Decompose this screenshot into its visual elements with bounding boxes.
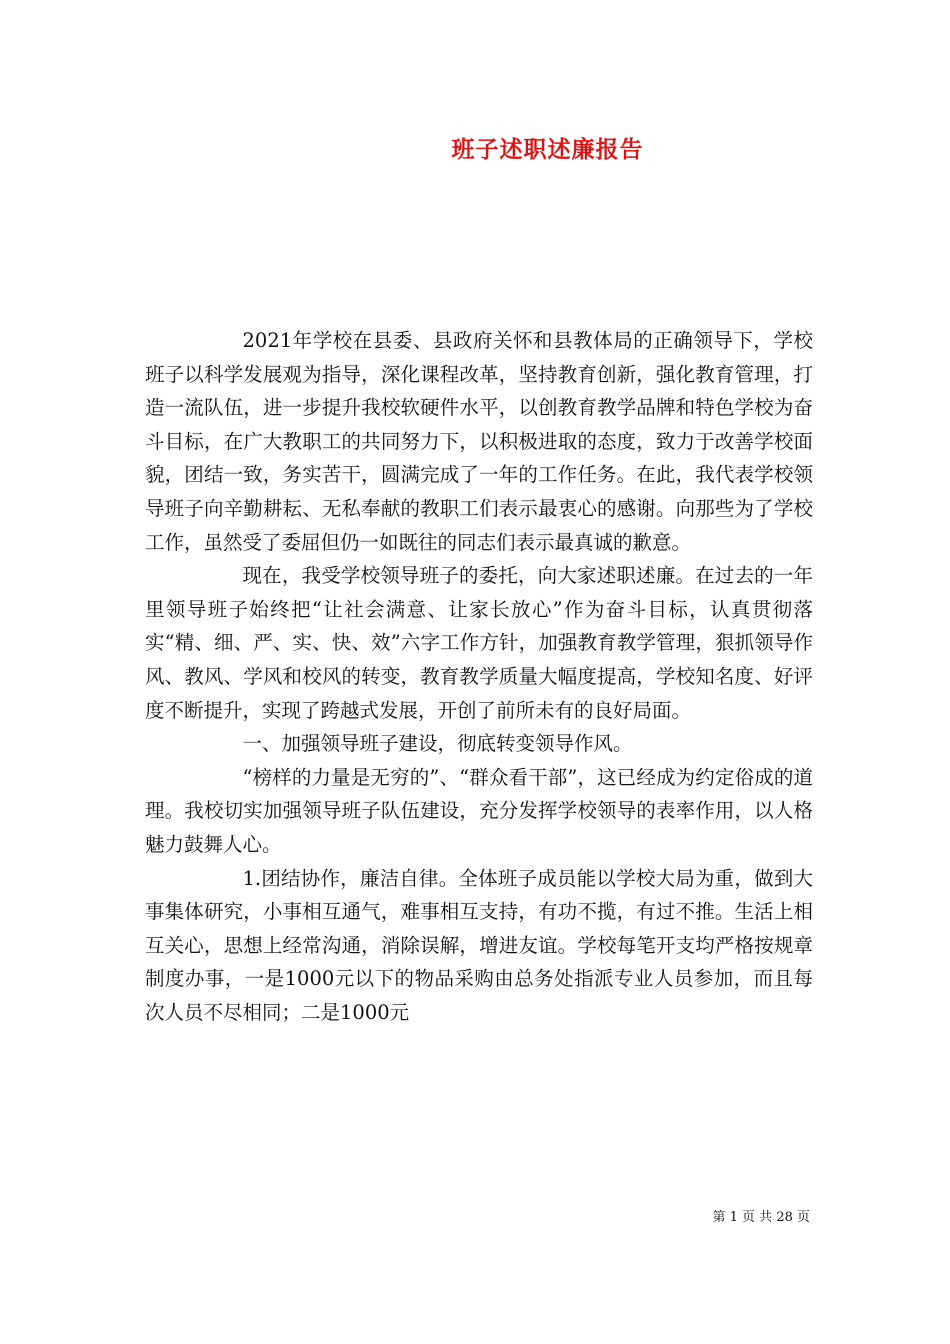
document-body <box>145 324 813 1029</box>
paragraph-intro: 2021年学校在县委、县政府关怀和县教体局的正确领导下，学校班子以科学发展观为指导，深化课程改革，坚持教育创新，强化教育管理，打造一流队伍，进一步提升我校软硬件水平，以创教育教学品牌和特色学校为奋斗目标，在广大教职工的共同努力下，以积极进取的态度，致力于改善学校面貌，团结一致，务实苦干，圆满完成了一年的工作任务。在此，我代表学校领导班子向辛勤耕耘、无私奉献的教职工们表示最衷心的感谢。向那些为了学校工作，虽然受了委屈但仍一如既往的同志们表示最真诚的歉意。 <box>145 329 813 554</box>
paragraph-report: 现在，我受学校领导班子的委托，向大家述职述廉。在过去的一年里领导班子始终把“让社会满意、让家长放心”作为奋斗目标，认真贯彻落实“精、细、严、实、快、效”六字工作方针，加强教育教学管理，狠抓领导作风、教风、学风和校风的转变，教育教学质量大幅度提高，学校知名度、好评度不断提升，实现了跨越式发展，开创了前所未有的良好局面。 <box>145 564 813 722</box>
paragraph-role-model: “榜样的力量是无穷的”、“群众看干部”，这已经成为约定俗成的道理。我校切实加强领导班子队伍建设，充分发挥学校领导的表率作用，以人格魅力鼓舞人心。 <box>145 765 813 856</box>
section-heading-1: 一、加强领导班子建设，彻底转变领导作风。 <box>242 732 633 756</box>
page-number-footer: 第 1 页 共 28 页 <box>712 1210 810 1225</box>
paragraph-item-1: 1.团结协作，廉洁自律。全体班子成员能以学校大局为重，做到大事集体研究，小事相互通气，难事相互支持，有功不揽，有过不推。生活上相互关心，思想上经常沟通，消除误解，增进友谊。学校每笔开支均严格按规章制度办事，一是1000元以下的物品采购由总务处指派专业人员参加，而且每次人员不尽相同；二是1000元 <box>145 866 813 1024</box>
document-title: 班子述职述廉报告 <box>451 136 644 163</box>
